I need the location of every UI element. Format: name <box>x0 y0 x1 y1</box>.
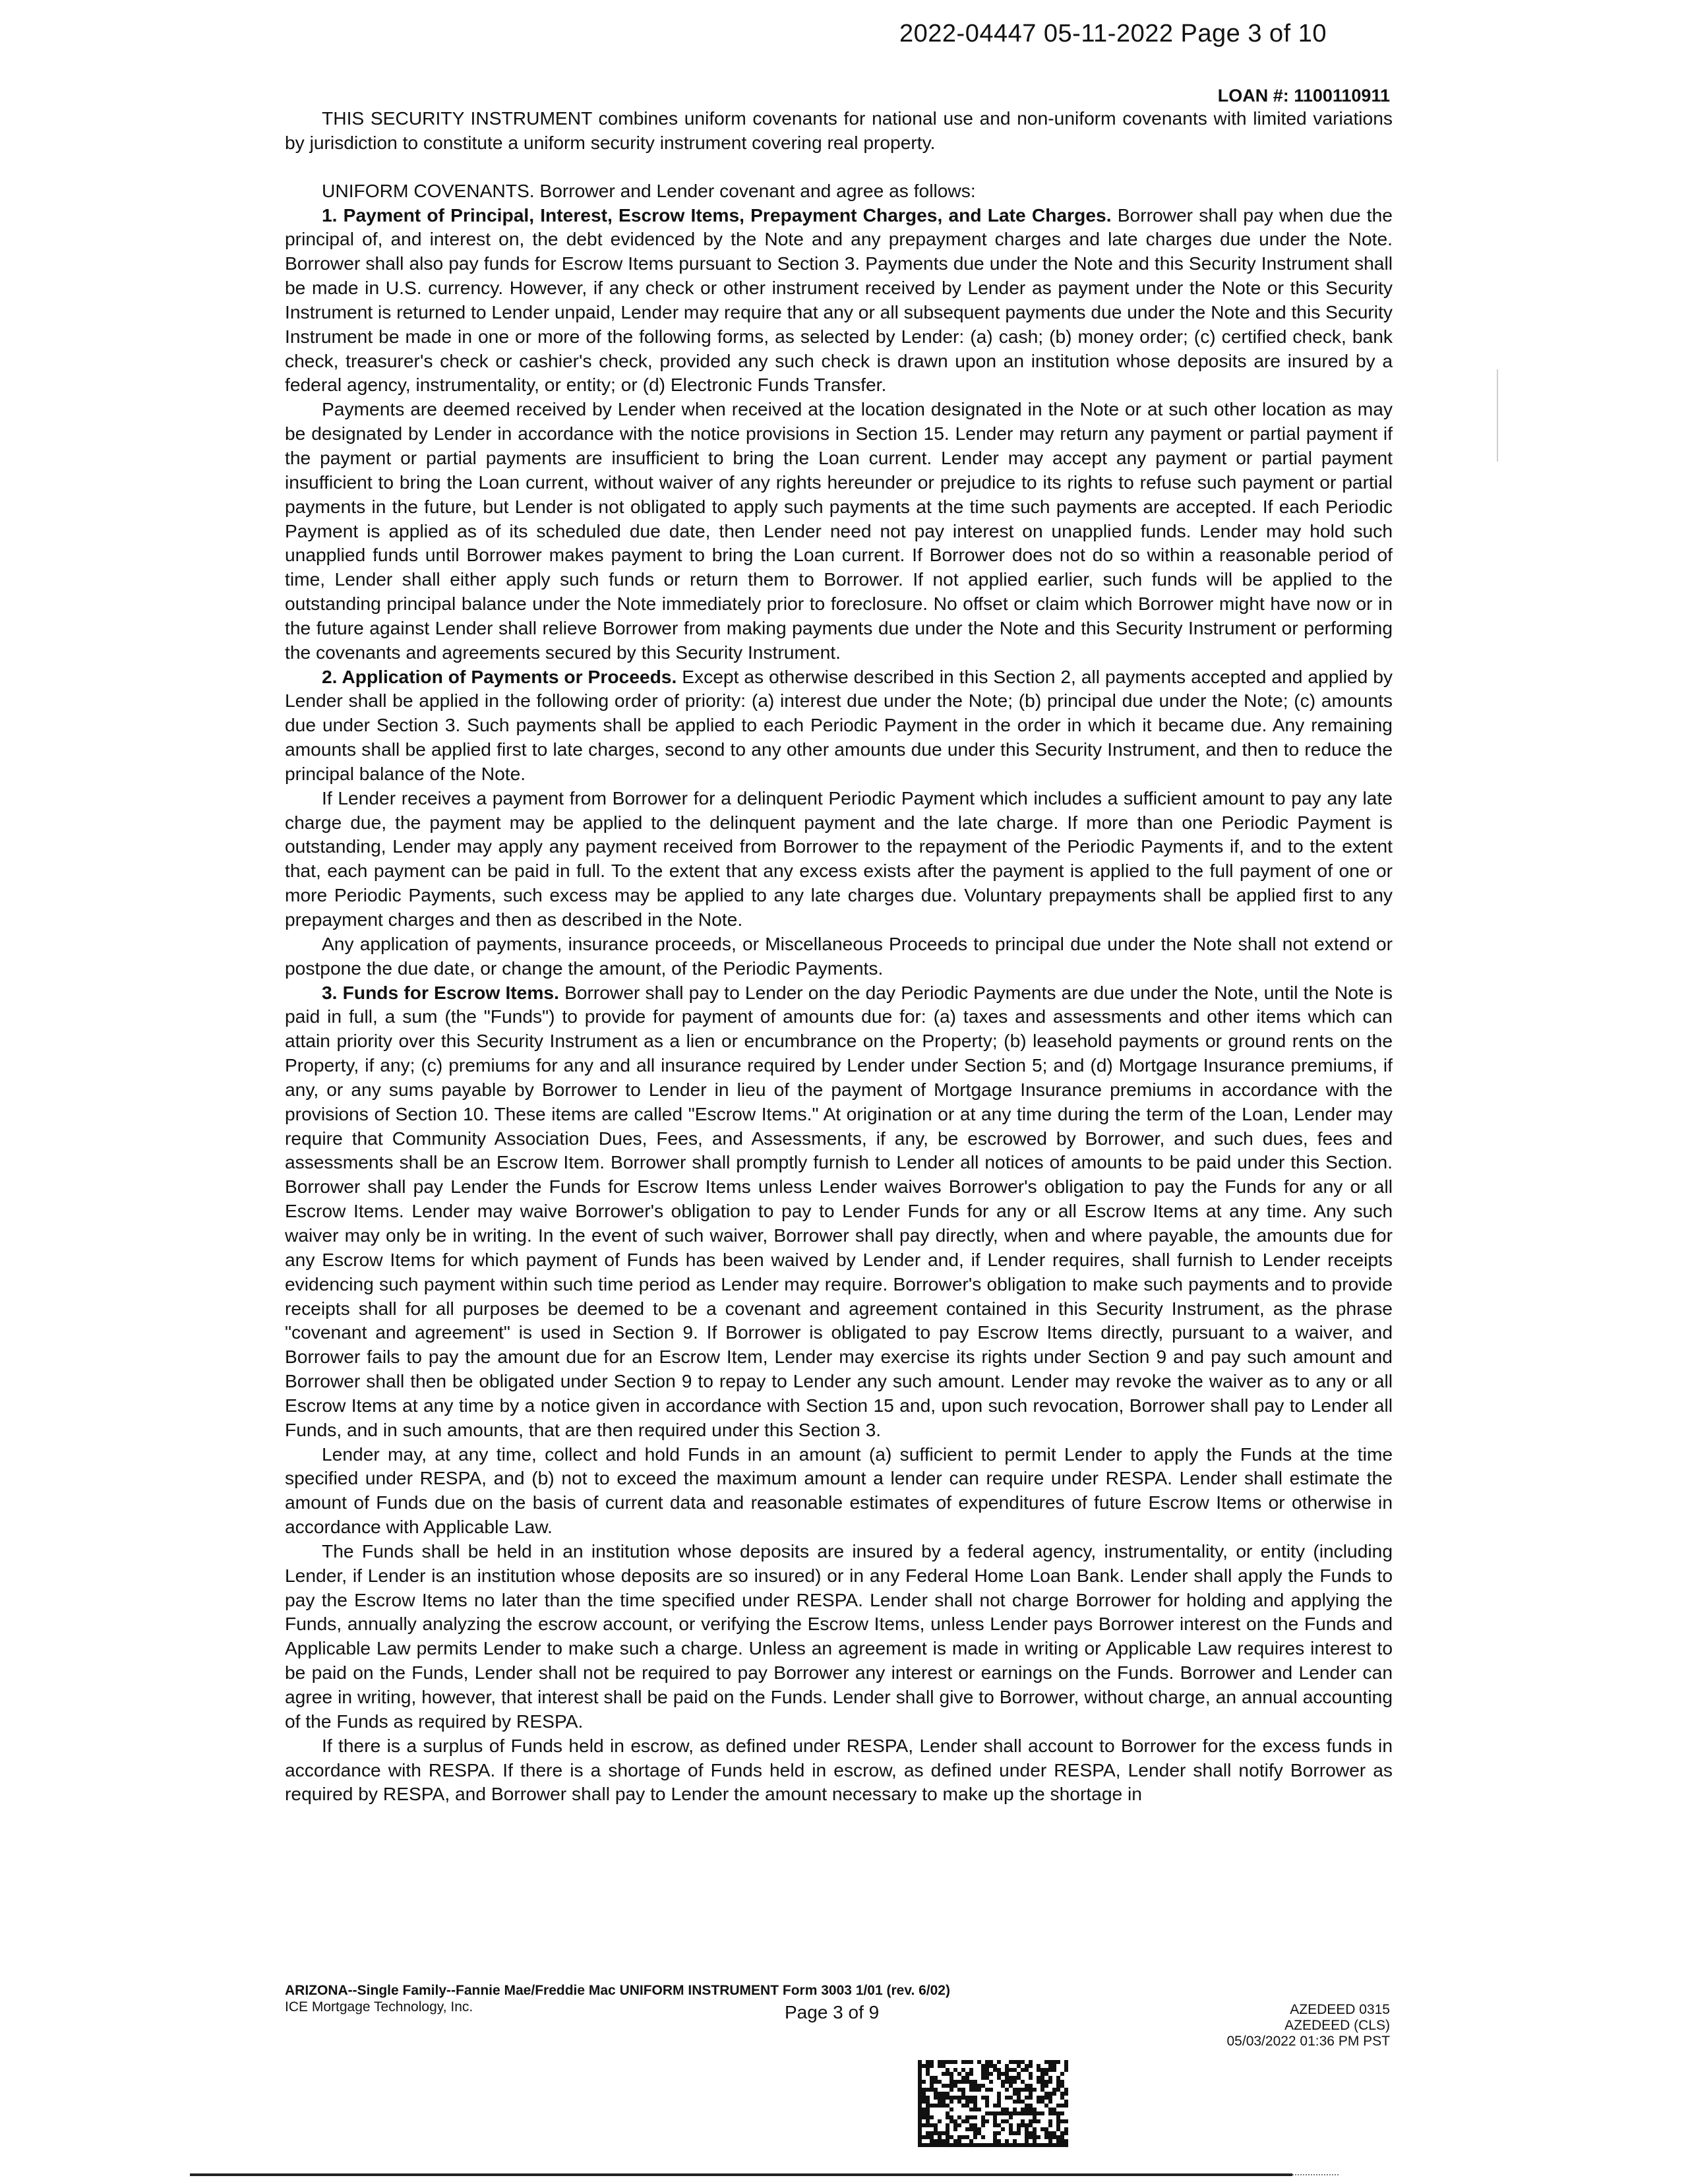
document-body <box>285 106 1393 1806</box>
section-3-heading: 3. Funds for Escrow Items. <box>322 981 559 1003</box>
uniform-covenants-intro: UNIFORM COVENANTS. Borrower and Lender covenant and agree as follows: <box>322 179 976 201</box>
company-name: ICE Mortgage Technology, Inc. <box>285 1999 473 2015</box>
intro-paragraph: THIS SECURITY INSTRUMENT combines uniform covenants for national use and non-uniform covenants with limited variations by jurisdiction to constitute a uniform security instrument covering real property. <box>285 107 1393 153</box>
doc-code-1: AZEDEED 0315 <box>1290 2002 1390 2017</box>
form-title: ARIZONA--Single Family--Fannie Mae/Freddie Mac UNIFORM INSTRUMENT Form 3003 1/01 (rev. 6/02) <box>285 1983 950 1998</box>
footer-codes <box>1227 2002 1391 2049</box>
print-timestamp: 05/03/2022 01:36 PM PST <box>1226 2034 1390 2049</box>
section-2-continued: If Lender receives a payment from Borrower for a delinquent Periodic Payment which includes a sufficient amount to pay any late charge due, the payment may be applied to the delinquent payment and the late charge. If more than one Periodic Payment is outstanding, Lender may apply any payment received from Borrower to the repayment of the Periodic Payments if, and to the extent that, each payment can be paid in full. To the extent that any excess exists after the payment is applied to the full payment of one or more Periodic Payments, such excess may be applied to any late charges due. Voluntary prepayments shall be applied first to any prepayment charges and then as described in the Note. <box>285 787 1393 930</box>
barcode-icon <box>918 2060 1068 2147</box>
section-2-continued-2: Any application of payments, insurance proceeds, or Miscellaneous Proceeds to principal due under the Note shall not extend or postpone the due date, or change the amount, of the Periodic Payments. <box>285 932 1393 979</box>
doc-code-2: AZEDEED (CLS) <box>1284 2018 1390 2033</box>
section-3-continued-2: The Funds shall be held in an institution whose deposits are insured by a federal agency, instrumentality, or entity (including Lender, if Lender is an institution whose deposits are so insured) or in any Federal Home Loan Bank. Lender shall apply the Funds to pay the Escrow Items no later than the time specified under RESPA. Lender shall not charge Borrower for holding and applying the Funds, annually analyzing the escrow account, or verifying the Escrow Items, unless Lender pays Borrower interest on the Funds and Applicable Law permits Lender to make such a charge. Unless an agreement is made in writing or Applicable Law requires interest to be paid on the Funds, Lender shall not be required to pay Borrower any interest or earnings on the Funds. Borrower and Lender can agree in writing, however, that interest shall be paid on the Funds. Lender shall give to Borrower, without charge, an annual accounting of the Funds as required by RESPA. <box>285 1540 1393 1732</box>
section-1-continued: Payments are deemed received by Lender when received at the location designated in the Note or at such other location as may be designated by Lender in accordance with the notice provisions in Section 15. Lender may return any payment or partial payment if the payment or partial payments are insufficient to bring the Loan current. Lender may accept any payment or partial payment insufficient to bring the Loan current, without waiver of any rights hereunder or prejudice to its rights to refuse such payment or partial payments in the future, but Lender is not obligated to apply such payments at the time such payments are accepted. If each Periodic Payment is applied as of its scheduled due date, then Lender need not pay interest on unapplied funds. Lender may hold such unapplied funds until Borrower makes payment to bring the Loan current. If Borrower does not do so within a reasonable period of time, Lender shall either apply such funds or return them to Borrower. If not applied earlier, such funds will be applied to the outstanding principal balance under the Note immediately prior to foreclosure. No offset or claim which Borrower might have now or in the future against Lender shall relieve Borrower from making payments due under the Note and this Security Instrument or performing the covenants and agreements secured by this Security Instrument. <box>285 398 1393 663</box>
section-2-heading: 2. Application of Payments or Proceeds. <box>322 665 677 687</box>
loan-number: LOAN #: 1100110911 <box>1217 86 1390 106</box>
section-3-continued-3: If there is a surplus of Funds held in escrow, as defined under RESPA, Lender shall account to Borrower for the excess funds in accordance with RESPA. If there is a shortage of Funds held in escrow, as defined under RESPA, Lender shall notify Borrower as required by RESPA, and Borrower shall pay to Lender the amount necessary to make up the shortage in <box>285 1734 1393 1805</box>
section-1-paragraph: 1. Payment of Principal, Interest, Escrow Items, Prepayment Charges, and Late Charges. Borrower shall pay when due the principal of, and interest on, the debt evidenced by the Note and any prepayment charges and late charges due under the Note. Borrower shall also pay funds for Escrow Items pursuant to Section 3. Payments due under the Note and this Security Instrument shall be made in U.S. currency. However, if any check or other instrument received by Lender as payment under the Note or this Security Instrument is returned to Lender unpaid, Lender may require that any or all subsequent payments due under the Note and this Security Instrument be made in one or more of the following forms, as selected by Lender: (a) cash; (b) money order; (c) certified check, bank check, treasurer's check or cashier's check, provided any such check is drawn upon an institution whose deposits are insured by a federal agency, instrumentality, or entity; or (d) Electronic Funds Transfer. <box>285 204 1393 396</box>
section-1-heading: 1. Payment of Principal, Interest, Escrow Items, Prepayment Charges, and Late Charges. <box>322 204 1112 226</box>
section-3-paragraph: 3. Funds for Escrow Items. Borrower shall pay to Lender on the day Periodic Payments are due under the Note, until the Note is paid in full, a sum (the "Funds") to provide for payment of amounts due for: (a) taxes and assessments and other items which can attain priority over this Security Instrument as a lien or encumbrance on the Property; (b) leasehold payments or ground rents on the Property, if any; (c) premiums for any and all insurance required by Lender under Section 5; and (d) Mortgage Insurance premiums, if any, or any sums payable by Borrower to Lender in lieu of the payment of Mortgage Insurance premiums in accordance with the provisions of Section 10. These items are called "Escrow Items." At origination or at any time during the term of the Loan, Lender may require that Community Association Dues, Fees, and Assessments, if any, be escrowed by Borrower, and such dues, fees and assessments shall be an Escrow Item. Borrower shall promptly furnish to Lender all notices of amounts to be paid under this Section. Borrower shall pay Lender the Funds for Escrow Items unless Lender waives Borrower's obligation to pay the Funds for any or all Escrow Items. Lender may waive Borrower's obligation to pay to Lender Funds for any or all Escrow Items at any time. Any such waiver may only be in writing. In the event of such waiver, Borrower shall pay directly, when and where payable, the amounts due for any Escrow Items for which payment of Funds has been waived by Lender and, if Lender requires, shall furnish to Lender receipts evidencing such payment within such time period as Lender may require. Borrower's obligation to make such payments and to provide receipts shall for all purposes be deemed to be a covenant and agreement contained in this Security Instrument, as the phrase "covenant and agreement" is used in Section 9. If Borrower is obligated to pay Escrow Items directly, pursuant to a waiver, and Borrower fails to pay the amount due for an Escrow Item, Lender may exercise its rights under Section 9 and pay such amount and Borrower shall then be obligated under Section 9 to repay to Lender any such amount. Lender may revoke the waiver as to any or all Escrow Items at any time by a notice given in accordance with Section 15 and, upon such revocation, Borrower shall pay to Lender all Funds, and in such amounts, that are then required under this Section 3. <box>285 981 1393 1440</box>
footer-page-number: Page 3 of 9 <box>785 2002 880 2022</box>
recording-stamp: 2022-04447 05-11-2022 Page 3 of 10 <box>899 20 1327 47</box>
section-2-paragraph: 2. Application of Payments or Proceeds. Except as otherwise described in this Section 2, all payments accepted and applied by Lender shall be applied in the following order of priority: (a) interest due under the Note; (b) principal due under the Note; (c) amounts due under Section 3. Such payments shall be applied to each Periodic Payment in the order in which it became due. Any remaining amounts shall be applied first to late charges, second to any other amounts due under this Security Instrument, and then to reduce the principal balance of the Note. <box>285 665 1393 784</box>
margin-mark <box>1497 369 1498 462</box>
section-3-continued: Lender may, at any time, collect and hold Funds in an amount (a) sufficient to permit Lender to apply the Funds at the time specified under RESPA, and (b) not to exceed the maximum amount a lender can require under RESPA. Lender shall estimate the amount of Funds due on the basis of current data and reasonable estimates of expenditures of future Escrow Items or otherwise in accordance with Applicable Law. <box>285 1443 1393 1538</box>
bottom-rule-dotted <box>1292 2174 1339 2175</box>
bottom-rule <box>190 2173 1292 2176</box>
